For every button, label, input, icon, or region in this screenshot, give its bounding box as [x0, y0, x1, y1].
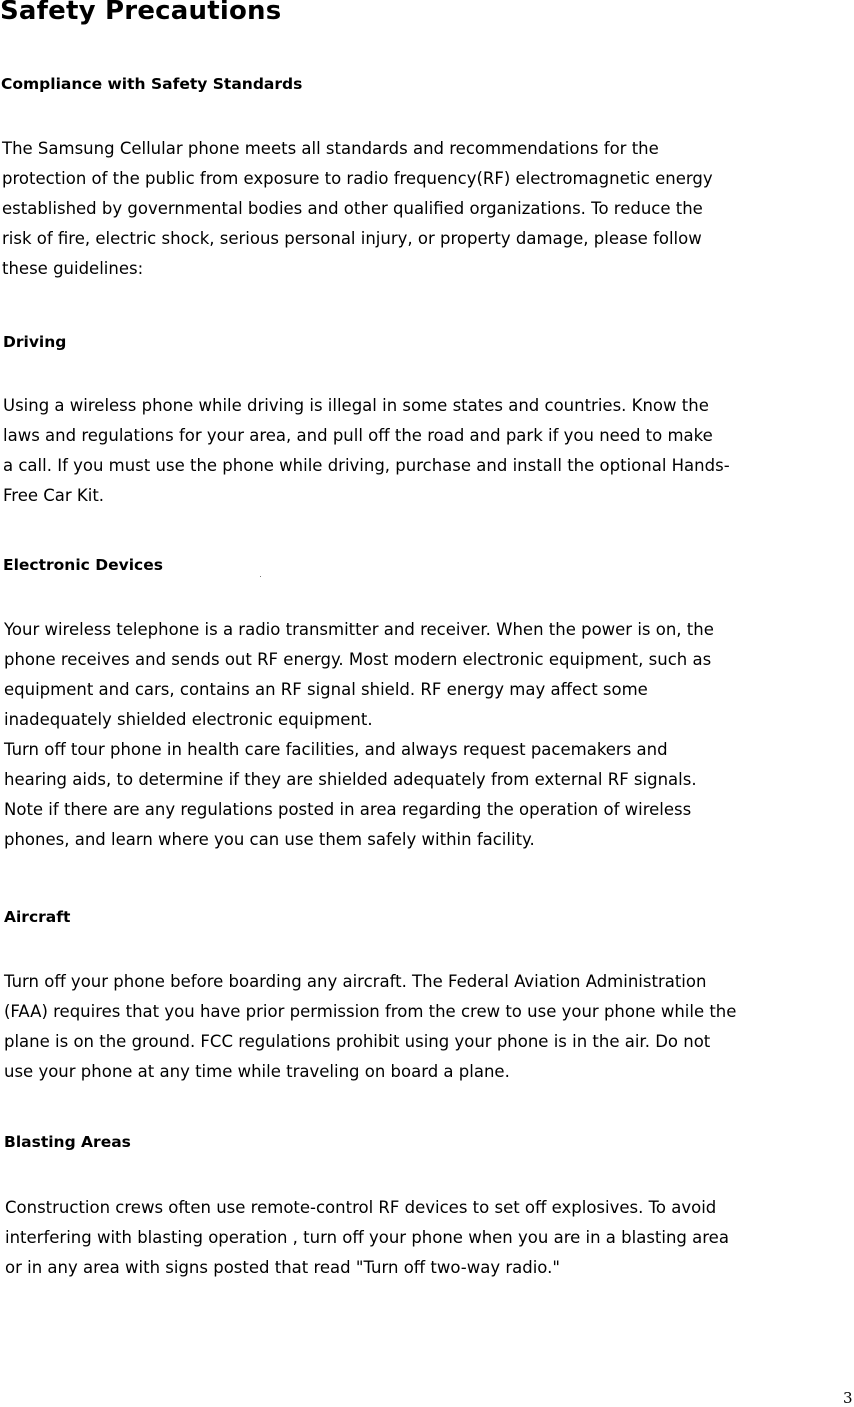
scan-speck — [260, 576, 261, 577]
paragraph-line: inadequately shielded electronic equipment. — [4, 710, 373, 729]
paragraph-line: plane is on the ground. FCC regulations prohibit using your phone is in the air. Do not — [4, 1032, 711, 1051]
paragraph-line: use your phone at any time while traveling on board a plane. — [4, 1062, 510, 1081]
paragraph-line: Using a wireless phone while driving is illegal in some states and countries. Know the — [3, 396, 709, 415]
paragraph-line: these guidelines: — [2, 259, 144, 278]
paragraph-electronic-devices — [4, 615, 714, 855]
section-heading-aircraft: Aircraft — [4, 908, 71, 926]
paragraph-line: equipment and cars, contains an RF signal shield. RF energy may affect some — [4, 680, 648, 699]
paragraph-line: established by governmental bodies and other qualified organizations. To reduce the — [2, 199, 703, 218]
page-title: Safety Precautions — [0, 0, 282, 26]
section-heading-driving: Driving — [3, 333, 67, 351]
paragraph-line: Turn off tour phone in health care facilities, and always request pacemakers and — [4, 740, 668, 759]
paragraph-line: hearing aids, to determine if they are shielded adequately from external RF signals. — [4, 770, 697, 789]
paragraph-line: or in any area with signs posted that read "Turn off two-way radio." — [5, 1258, 560, 1277]
paragraph-line: The Samsung Cellular phone meets all standards and recommendations for the — [2, 139, 659, 158]
paragraph-line: (FAA) requires that you have prior permission from the crew to use your phone while the — [4, 1002, 737, 1021]
paragraph-line: risk of fire, electric shock, serious personal injury, or property damage, please follow — [2, 229, 702, 248]
paragraph-line: Construction crews often use remote-control RF devices to set off explosives. To avoid — [5, 1198, 717, 1217]
paragraph-line: laws and regulations for your area, and pull off the road and park if you need to make — [3, 426, 713, 445]
paragraph-line: phone receives and sends out RF energy. Most modern electronic equipment, such as — [4, 650, 712, 669]
paragraph-line: Free Car Kit. — [3, 486, 105, 505]
paragraph-line: Turn off your phone before boarding any aircraft. The Federal Aviation Administration — [4, 972, 707, 991]
page-number: 3 — [843, 1389, 853, 1407]
paragraph-line: phones, and learn where you can use them safely within facility. — [4, 830, 535, 849]
section-heading-electronic-devices: Electronic Devices — [3, 556, 163, 574]
paragraph-driving — [3, 391, 730, 511]
section-heading-blasting-areas: Blasting Areas — [4, 1133, 131, 1151]
paragraph-blasting-areas — [5, 1193, 729, 1283]
paragraph-line: a call. If you must use the phone while driving, purchase and install the optional Hands- — [3, 456, 730, 475]
paragraph-aircraft — [4, 967, 736, 1087]
section-heading-compliance: Compliance with Safety Standards — [1, 75, 303, 93]
paragraph-line: interfering with blasting operation , turn off your phone when you are in a blasting area — [5, 1228, 729, 1247]
paragraph-line: Note if there are any regulations posted in area regarding the operation of wireless — [4, 800, 692, 819]
paragraph-line: protection of the public from exposure to radio frequency(RF) electromagnetic energy — [2, 169, 713, 188]
paragraph-compliance — [2, 134, 713, 284]
paragraph-line: Your wireless telephone is a radio transmitter and receiver. When the power is on, the — [4, 620, 714, 639]
